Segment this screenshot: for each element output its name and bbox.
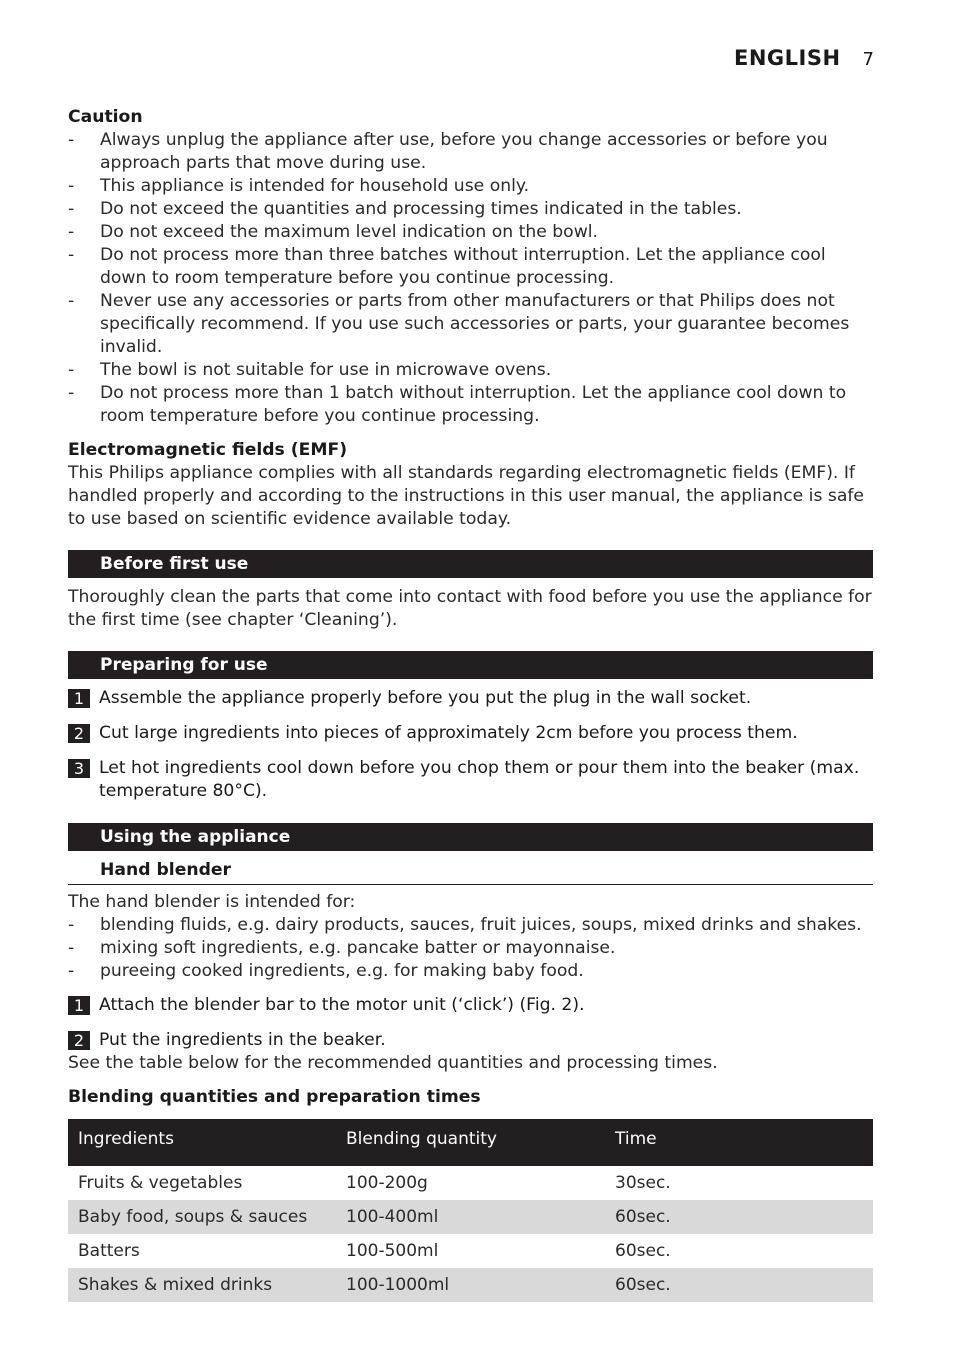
before-first-use-text: Thoroughly clean the parts that come into contact with food before you use the appliance for the first time (see chapter ‘Cleaning’). xyxy=(68,587,872,630)
page-header xyxy=(734,46,874,70)
step-item xyxy=(68,687,873,710)
table-cell: Baby food, soups & sauces xyxy=(68,1200,336,1234)
list-item: - Do not process more than 1 batch without interruption. Let the appliance cool down to room temperature before you continue processing. xyxy=(68,382,873,428)
table-row xyxy=(68,1268,873,1302)
section-bar-using: Using the appliance xyxy=(68,823,873,851)
page-content xyxy=(68,106,873,1302)
table-cell: Batters xyxy=(78,1240,140,1261)
step-item xyxy=(68,994,873,1017)
step-item xyxy=(68,722,873,745)
table-cell: Fruits & vegetables xyxy=(78,1172,243,1193)
language-label: ENGLISH xyxy=(733,46,841,70)
table-header-row xyxy=(68,1119,873,1166)
list-item: - mixing soft ingredients, e.g. pancake batter or mayonnaise. xyxy=(68,937,873,960)
step-number: 1 xyxy=(68,996,90,1015)
hand-blender-intro: The hand blender is intended for: xyxy=(68,892,356,912)
table-cell: 60sec. xyxy=(605,1200,873,1234)
step-item xyxy=(68,757,873,803)
column-header: Time xyxy=(605,1119,873,1166)
table-heading: Blending quantities and preparation times xyxy=(68,1087,481,1107)
table-cell: 60sec. xyxy=(615,1240,671,1261)
step-text: Put the ingredients in the beaker. xyxy=(99,1030,386,1050)
caution-list xyxy=(68,129,873,428)
list-item: - Never use any accessories or parts from other manufacturers or that Philips does not specifically recommend. If you use such accessories or parts, your guarantee becomes invalid. xyxy=(68,290,873,359)
list-item: - Do not exceed the maximum level indication on the bowl. xyxy=(68,221,873,244)
list-item: - pureeing cooked ingredients, e.g. for making baby food. xyxy=(68,960,873,983)
step-number: 2 xyxy=(68,724,90,743)
column-header: Blending quantity xyxy=(336,1119,605,1166)
section-bar-before-first-use: Before first use xyxy=(68,550,873,578)
column-header: Ingredients xyxy=(68,1119,336,1166)
table-cell: 100-200g xyxy=(346,1172,428,1193)
table-row xyxy=(68,1234,873,1268)
caution-heading: Caution xyxy=(68,107,143,127)
step-number: 1 xyxy=(68,689,90,708)
table-cell: 100-400ml xyxy=(336,1200,605,1234)
list-item: - This appliance is intended for household use only. xyxy=(68,175,873,198)
quantities-table xyxy=(68,1119,873,1302)
section-bar-preparing: Preparing for use xyxy=(68,651,873,679)
list-item: - Do not exceed the quantities and processing times indicated in the tables. xyxy=(68,198,873,221)
step-text: Assemble the appliance properly before you put the plug in the wall socket. xyxy=(99,688,752,708)
table-row xyxy=(68,1166,873,1200)
emf-heading: Electromagnetic fields (EMF) xyxy=(68,440,348,460)
step-item xyxy=(68,1029,873,1052)
table-note: See the table below for the recommended quantities and processing times. xyxy=(68,1053,718,1073)
table-row xyxy=(68,1200,873,1234)
table-cell: Shakes & mixed drinks xyxy=(68,1268,336,1302)
step-number: 3 xyxy=(68,759,90,778)
list-item: - The bowl is not suitable for use in microwave ovens. xyxy=(68,359,873,382)
step-text: Cut large ingredients into pieces of approximately 2cm before you process them. xyxy=(99,723,798,743)
hand-blender-uses xyxy=(68,914,873,983)
list-item: - blending fluids, e.g. dairy products, sauces, fruit juices, soups, mixed drinks and shakes. xyxy=(68,914,873,937)
page-number: 7 xyxy=(862,49,874,70)
table-cell: 100-500ml xyxy=(346,1240,439,1261)
table-cell: 30sec. xyxy=(615,1172,671,1193)
step-number: 2 xyxy=(68,1031,90,1050)
table-cell: 100-1000ml xyxy=(336,1268,605,1302)
list-item: - Do not process more than three batches without interruption. Let the appliance cool down to room temperature before you continue processing. xyxy=(68,244,873,290)
step-text: Attach the blender bar to the motor unit (‘click’) (Fig. 2). xyxy=(99,995,585,1015)
list-item: - Always unplug the appliance after use, before you change accessories or before you approach parts that move during use. xyxy=(68,129,873,175)
hand-blender-heading: Hand blender xyxy=(68,859,873,885)
emf-text: This Philips appliance complies with all standards regarding electromagnetic fields (EMF). If handled properly and according to the instructions in this user manual, the appliance is safe to use based on scientific evidence available today. xyxy=(68,463,864,529)
step-text: Let hot ingredients cool down before you chop them or pour them into the beaker (max. temperature 80°C). xyxy=(99,758,860,801)
table-cell: 60sec. xyxy=(605,1268,873,1302)
